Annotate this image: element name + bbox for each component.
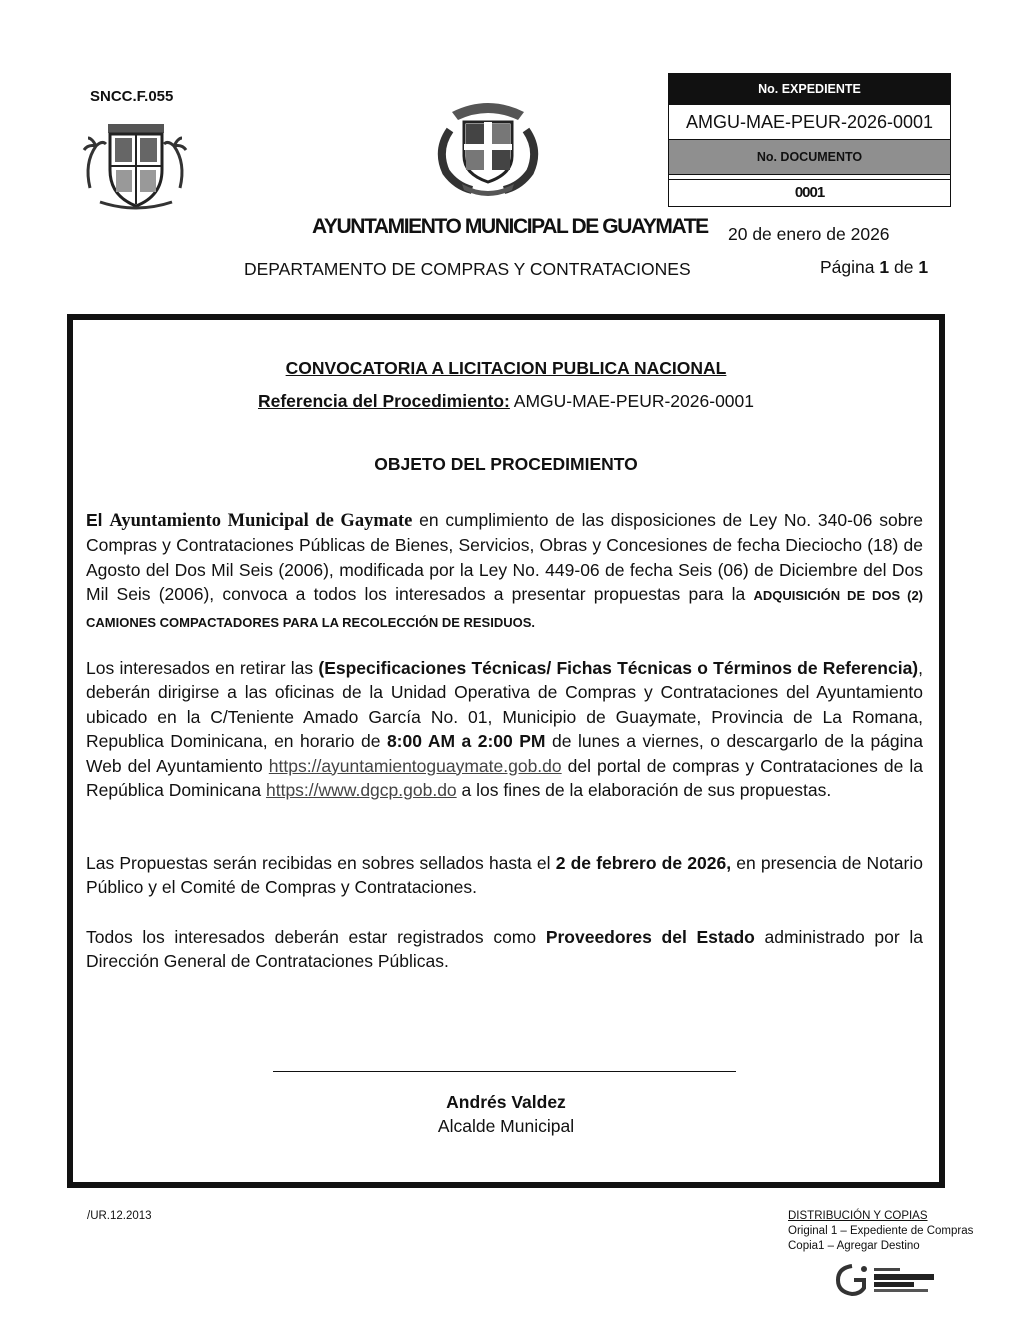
reference-label: Referencia del Procedimiento: (257, 391, 510, 411)
expediente-value: AMGU-MAE-PEUR-2026-0001 (669, 104, 950, 139)
dgcp-website-link[interactable]: https://www.dgcp.gob.do (265, 780, 457, 801)
page-number: Página 1 de 1 (820, 257, 929, 277)
signer-name: Andrés Valdez (446, 1092, 566, 1112)
expediente-box (668, 73, 951, 207)
paragraph-registration: Todos los interesados deberán estar registrados como Proveedores del Estado administrado por la Dirección General de Contrataciones Públicas. (86, 927, 923, 972)
distribution-title: DISTRIBUCIÓN Y COPIAS (788, 1210, 928, 1222)
dgcp-logo (834, 1262, 944, 1298)
document-number-label: No. DOCUMENTO (669, 139, 950, 174)
distribution-copy: Copia1 – Agregar Destino (788, 1240, 920, 1252)
paragraph-deadline: Las Propuestas serán recibidas en sobres sellados hasta el 2 de febrero de 2026, en presencia de Notario Público y el Comité de Compras y Contrataciones. (86, 853, 923, 898)
document-date: 20 de enero de 2026 (728, 224, 890, 244)
institution-name: AYUNTAMIENTO MUNICIPAL DE GUAYMATE (312, 215, 708, 238)
form-code: SNCC.F.055 (90, 88, 174, 105)
expediente-label: No. EXPEDIENTE (669, 74, 950, 104)
deadline-date: 2 de febrero de 2026, (555, 853, 732, 873)
distribution-copies (788, 1209, 973, 1254)
municipality-website-link[interactable]: https://ayuntamientoguaymate.gob.do (268, 755, 562, 776)
national-coat-of-arms (432, 90, 544, 198)
signer-role: Alcalde Municipal (437, 1116, 575, 1136)
municipal-seal-logo (80, 118, 192, 214)
paragraph-objeto: El Ayuntamiento Municipal de Gaymate en cumplimiento de las disposiciones de Ley No. 340-06 sobre Compras y Contrataciones Públicas de Bienes, Servicios, Obras y Concesiones de fecha Dieciocho (18) de Agosto del Dos Mil Seis (2006), modificada por la Ley No. 449-06 de fecha Seis (06) de Diciembre del Dos Mil Seis (2006), convoca a todos los interesados a presentar propuestas para la ADQUISICIÓN DE DOS (2) CAMIONES COMPACTADORES PARA LA RECOLECCIÓN DE RESIDUOS. (86, 510, 924, 630)
distribution-original: Original 1 – Expediente de Compras (788, 1225, 974, 1237)
procurement-object: ADQUISICIÓN DE DOS (2) CAMIONES COMPACTADORES PARA LA RECOLECCIÓN DE RESIDUOS. (86, 588, 924, 630)
reference-value: AMGU-MAE-PEUR-2026-0001 (513, 391, 754, 411)
document-number-value: 0001 (669, 179, 950, 206)
signature-line (273, 1071, 736, 1072)
entity-name: Ayuntamiento Municipal de Gaymate (109, 511, 413, 531)
footer-code: /UR.12.2013 (87, 1210, 152, 1222)
paragraph-instructions: Los interesados en retirar las (Especificaciones Técnicas/ Fichas Técnicas o Términos de Referencia), deberán dirigirse a las oficinas de la Unidad Operativa de Compras y Contrataciones del Ayuntamiento ubicado en la C/Teniente Amado García No. 01, Municipio de Guaymate, Provincia de La Romana, Republica Dominicana, en horario de 8:00 AM a 2:00 PM de lunes a viernes, o descargarlo de la página Web del Ayuntamiento https://ayuntamientoguaymate.gob.do del portal de compras y Contrataciones de la República Dominicana https://www.dgcp.gob.do a los fines de la elaboración de sus propuestas. (86, 658, 924, 801)
section-title: OBJETO DEL PROCEDIMIENTO (374, 454, 638, 474)
document-title: CONVOCATORIA A LICITACION PUBLICA NACIONAL (285, 358, 727, 378)
department-name: DEPARTAMENTO DE COMPRAS Y CONTRATACIONES (244, 259, 691, 279)
procedure-reference (73, 391, 939, 412)
